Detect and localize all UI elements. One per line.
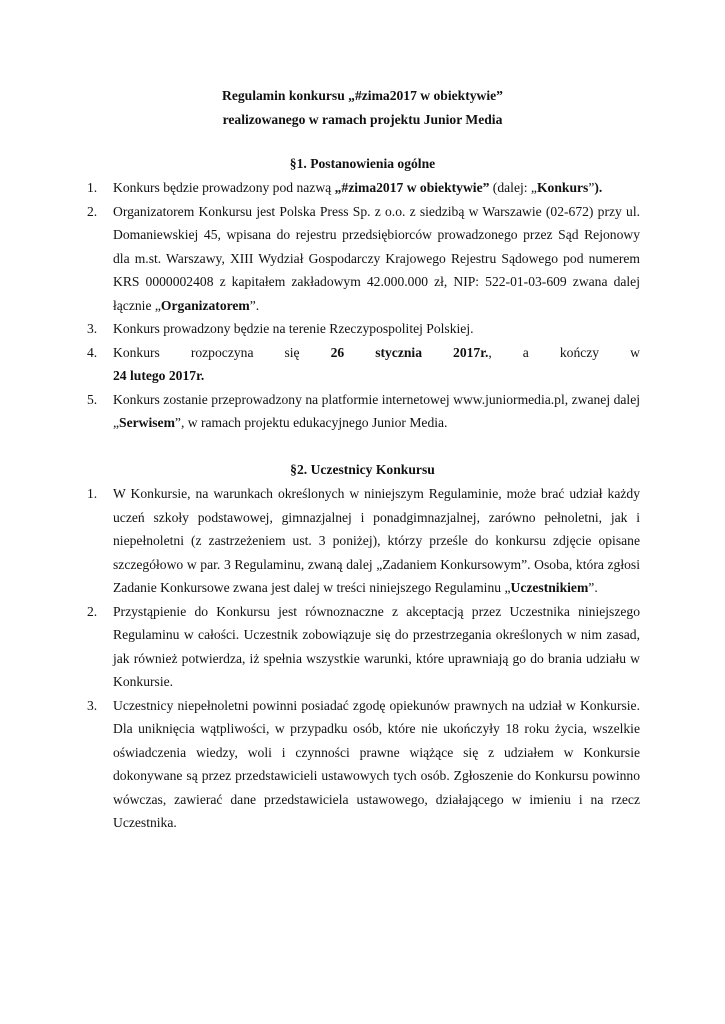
list-item: 3. Konkurs prowadzony będzie na terenie Rzeczypospolitej Polskiej.	[87, 317, 640, 341]
list-item: 2. Organizatorem Konkursu jest Polska Press Sp. z o.o. z siedzibą w Warszawie (02-672) przy ul. Domaniewskiej 45, wpisana do rejestru przedsiębiorców prowadzonego przez Sąd Rejonowy dla m.st. Warszawy, XIII Wydział Gospodarczy Krajowego Rejestru Sądowego pod numerem KRS 0000002408 z kapitałem zakładowym 42.000.000 zł, NIP: 522-01-03-609 zwana dalej łącznie „Organizatorem”.	[87, 200, 640, 318]
section-1-list	[87, 176, 640, 435]
section-2-heading: §2. Uczestnicy Konkursu	[290, 462, 435, 477]
document-title-line-2: realizowanego w ramach projektu Junior Media	[222, 112, 503, 127]
list-item: 5. Konkurs zostanie przeprowadzony na platformie internetowej www.juniormedia.pl, zwanej dalej „Serwisem”, w ramach projektu edukacyjnego Junior Media.	[87, 388, 640, 435]
section-1-heading: §1. Postanowienia ogólne	[289, 156, 436, 171]
item-number: 1.	[87, 486, 98, 501]
list-item: 3. Uczestnicy niepełnoletni powinni posiadać zgodę opiekunów prawnych na udział w Konkursie. Dla uniknięcia wątpliwości, w przypadku osób, które nie ukończyły 18 roku życia, wszelkie oświadczenia wiedzy, woli i czynności prawne wiążące się z udziałem w Konkursie dokonywane są przez przedstawicieli ustawowych tych osób. Zgłoszenie do Konkursu powinno wówczas, zawierać dane przedstawiciela ustawowego, działającego w imieniu i na rzecz Uczestnika.	[87, 694, 640, 835]
item-number: 5.	[87, 391, 98, 407]
item-number: 4.	[87, 344, 98, 360]
item-number: 3.	[87, 697, 98, 713]
item-number: 3.	[87, 321, 98, 336]
list-item: 1. W Konkursie, na warunkach określonych w niniejszym Regulaminie, może brać udział każdy uczeń szkoły podstawowej, gimnazjalnej i ponadgimnazjalnej, zarówno pełnoletni, jak i niepełnoletni (z zastrzeżeniem ust. 3 poniżej), którzy prześle do konkursu zdjęcie opisane szczegółowo w par. 3 Regulaminu, zwaną dalej „Zadaniem Konkursowym”. Osoba, która zgłosi Zadanie Konkursowe zwana jest dalej w treści niniejszego Regulaminu „Uczestnikiem”.	[87, 482, 640, 600]
item-number: 2.	[87, 203, 98, 219]
item-number: 1.	[87, 180, 98, 195]
end-date: 24 lutego 2017r.	[113, 368, 205, 383]
item-number: 2.	[87, 603, 98, 619]
list-item	[87, 341, 640, 388]
list-item: 2. Przystąpienie do Konkursu jest równoznaczne z akceptacją przez Uczestnika niniejszego Regulaminu w całości. Uczestnik zobowiązuje się do przestrzegania określonych w nim zasad, jak również potwierdza, iż spełnia wszystkie warunki, które uprawniają go do brania udziału w Konkursie.	[87, 600, 640, 694]
section-2-list	[87, 482, 640, 835]
list-item: 1. Konkurs będzie prowadzony pod nazwą „#zima2017 w obiektywie” (dalej: „Konkurs”).	[87, 176, 640, 200]
justified-line: Konkurs rozpoczyna się 26 stycznia 2017r., a kończy w	[113, 344, 640, 360]
document-title-line-1: Regulamin konkursu „#zima2017 w obiektywie”	[222, 88, 503, 103]
